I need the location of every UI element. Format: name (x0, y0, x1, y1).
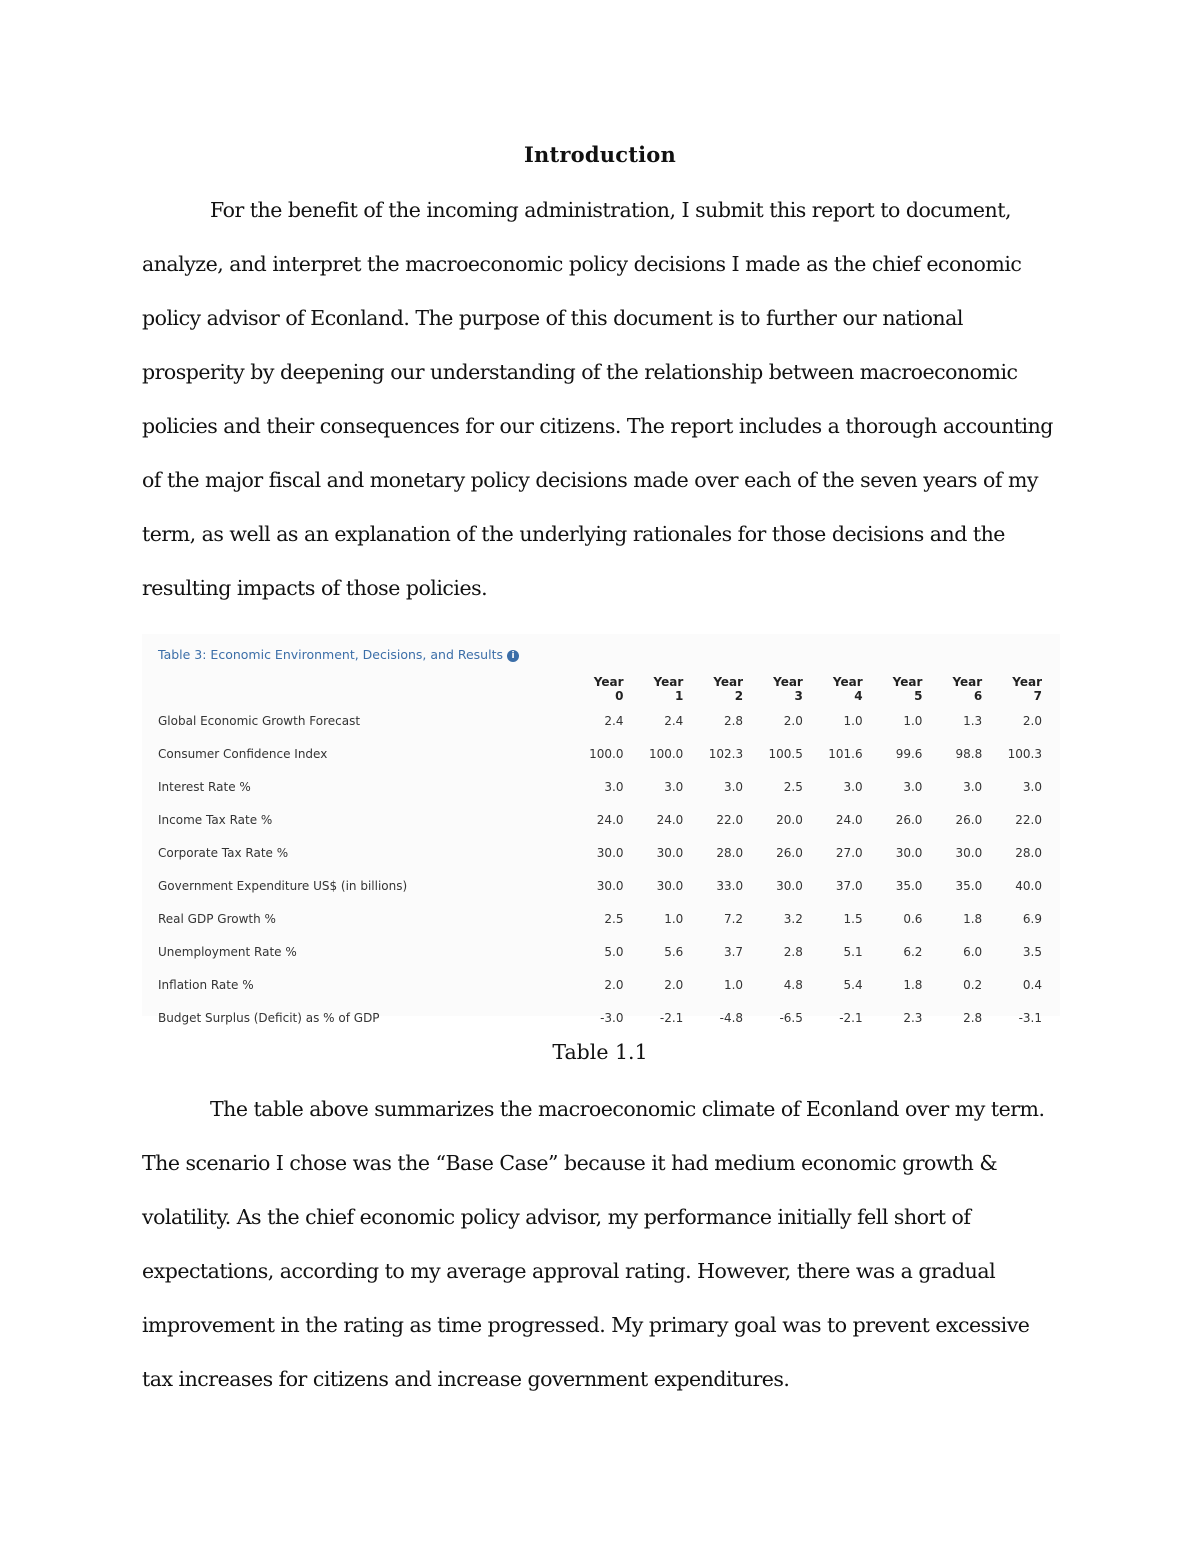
row-label: Inflation Rate % (158, 977, 254, 992)
value-cell: 20.0 (776, 812, 803, 827)
header-year-4: Year 4 (832, 675, 863, 703)
value-cell: 99.6 (895, 746, 923, 761)
economic-table-screenshot (142, 634, 1060, 1025)
value-cell: 5.6 (664, 944, 684, 959)
value-cell: 3.0 (723, 779, 744, 794)
value-cell: 2.3 (903, 1010, 923, 1025)
value-cell: 26.0 (955, 812, 983, 827)
value-cell: 24.0 (596, 812, 624, 827)
value-cell: 3.0 (664, 779, 684, 794)
value-cell: 30.0 (895, 845, 923, 860)
row-label: Consumer Confidence Index (158, 746, 328, 761)
value-cell: 1.0 (664, 911, 684, 926)
value-cell: 1.8 (903, 977, 923, 992)
value-cell: 100.5 (768, 746, 803, 761)
value-cell: 2.0 (1022, 713, 1042, 728)
value-cell: 22.0 (716, 812, 744, 827)
value-cell: 1.5 (843, 911, 863, 926)
value-cell: 28.0 (1015, 845, 1042, 860)
value-cell: 2.4 (664, 713, 684, 728)
value-cell: -6.5 (779, 1010, 803, 1025)
value-cell: 2.8 (963, 1010, 983, 1025)
value-cell: 6.0 (963, 944, 983, 959)
header-year-6: Year 6 (952, 675, 983, 703)
table-caption: Table 1.1 (552, 1040, 648, 1064)
value-cell: 33.0 (716, 878, 744, 893)
row-label: Government Expenditure US$ (in billions) (158, 878, 408, 893)
row-label: Real GDP Growth % (158, 911, 276, 926)
value-cell: -2.1 (659, 1010, 684, 1025)
value-cell: 0.6 (903, 911, 923, 926)
value-cell: 2.8 (723, 713, 744, 728)
table-row (142, 836, 1060, 869)
value-cell: 37.0 (835, 878, 863, 893)
table-row (142, 1001, 1060, 1034)
table-row (142, 935, 1060, 968)
value-cell: 30.0 (656, 878, 684, 893)
info-icon: i (507, 650, 519, 662)
value-cell: 100.0 (648, 746, 684, 761)
row-label: Budget Surplus (Deficit) as % of GDP (158, 1010, 380, 1025)
value-cell: 24.0 (835, 812, 863, 827)
table-row (142, 902, 1060, 935)
value-cell: 3.0 (1022, 779, 1042, 794)
row-label: Global Economic Growth Forecast (158, 713, 361, 728)
value-cell: 3.0 (963, 779, 983, 794)
value-cell: 4.8 (783, 977, 803, 992)
economic-table (142, 674, 1060, 1034)
value-cell: 27.0 (835, 845, 863, 860)
header-year-5: Year 5 (892, 675, 923, 703)
value-cell: 2.0 (604, 977, 624, 992)
value-cell: -4.8 (719, 1010, 744, 1025)
value-cell: 1.3 (963, 713, 983, 728)
value-cell: 2.5 (604, 911, 624, 926)
value-cell: 100.3 (1007, 746, 1042, 761)
value-cell: 35.0 (895, 878, 923, 893)
value-cell: 3.2 (783, 911, 803, 926)
value-cell: 28.0 (716, 845, 744, 860)
table-row (142, 770, 1060, 803)
value-cell: 3.7 (723, 944, 744, 959)
value-cell: 7.2 (723, 911, 744, 926)
value-cell: 26.0 (895, 812, 923, 827)
value-cell: 1.0 (843, 713, 863, 728)
value-cell: 98.8 (955, 746, 983, 761)
value-cell: 3.0 (903, 779, 923, 794)
value-cell: 30.0 (596, 845, 624, 860)
value-cell: 3.0 (843, 779, 863, 794)
value-cell: 40.0 (1015, 878, 1042, 893)
table-row (142, 968, 1060, 1001)
value-cell: 2.8 (783, 944, 803, 959)
value-cell: 6.2 (903, 944, 923, 959)
table-row (142, 869, 1060, 902)
value-cell: 3.5 (1022, 944, 1042, 959)
value-cell: 0.2 (963, 977, 983, 992)
header-year-2: Year 2 (713, 675, 744, 703)
header-year-7: Year 7 (1012, 675, 1042, 703)
value-cell: 101.6 (828, 746, 863, 761)
intro-paragraph (142, 183, 1062, 615)
row-label: Unemployment Rate % (158, 944, 297, 959)
value-cell: 2.4 (604, 713, 624, 728)
value-cell: -3.1 (1018, 1010, 1042, 1025)
value-cell: 35.0 (955, 878, 983, 893)
intro-paragraph-text: For the benefit of the incoming administration, I submit this report to document, analyze, and interpret the macroeconomic policy decisions I made as the chief economic policy advisor of Econland. The purpose of this document is to further our national prosperity by deepening our understanding of the relationship between macroeconomic policies and their consequences for our citizens. The report includes a thorough accounting of the major fiscal and monetary policy decisions made over each of the seven years of my term, as well as an explanation of the underlying rationales for those decisions and the resulting impacts of those policies. (142, 198, 1053, 600)
header-year-0: Year 0 (593, 675, 624, 703)
value-cell: 30.0 (776, 878, 803, 893)
row-label: Income Tax Rate % (158, 812, 273, 827)
row-label: Interest Rate % (158, 779, 251, 794)
value-cell: 3.0 (604, 779, 624, 794)
value-cell: 5.1 (843, 944, 863, 959)
value-cell: 2.5 (783, 779, 803, 794)
table-title-text: Table 3: Economic Environment, Decisions, and Results (158, 647, 503, 662)
value-cell: 0.4 (1022, 977, 1042, 992)
table-row (142, 737, 1060, 770)
header-year-3: Year 3 (773, 675, 803, 703)
value-cell: 30.0 (656, 845, 684, 860)
summary-paragraph (142, 1082, 1062, 1406)
value-cell: 2.0 (783, 713, 803, 728)
row-label: Corporate Tax Rate % (158, 845, 289, 860)
summary-paragraph-text: The table above summarizes the macroeconomic climate of Econland over my term. The scenario I chose was the “Base Case” because it had medium economic growth & volatility. As the chief economic policy advisor, my performance initially fell short of expectations, according to my average approval rating. However, there was a gradual improvement in the rating as time progressed. My primary goal was to prevent excessive tax increases for citizens and increase government expenditures. (142, 1097, 1045, 1391)
table-row (142, 704, 1060, 737)
table-header-row (142, 674, 1060, 704)
value-cell: 24.0 (656, 812, 684, 827)
header-year-1: Year 1 (653, 675, 684, 703)
section-heading: Introduction (524, 142, 676, 167)
value-cell: 30.0 (596, 878, 624, 893)
value-cell: 26.0 (776, 845, 803, 860)
value-cell: 6.9 (1022, 911, 1042, 926)
value-cell: -3.0 (600, 1010, 624, 1025)
value-cell: 100.0 (589, 746, 624, 761)
value-cell: 1.0 (723, 977, 744, 992)
value-cell: 5.4 (843, 977, 863, 992)
table-body (142, 704, 1060, 1034)
value-cell: 1.0 (903, 713, 923, 728)
value-cell: 5.0 (604, 944, 624, 959)
table-row (142, 803, 1060, 836)
value-cell: 22.0 (1015, 812, 1042, 827)
table-title (158, 647, 519, 662)
value-cell: 102.3 (708, 746, 744, 761)
value-cell: 2.0 (664, 977, 684, 992)
value-cell: 1.8 (963, 911, 983, 926)
value-cell: -2.1 (839, 1010, 863, 1025)
value-cell: 30.0 (955, 845, 983, 860)
header-label-cell (142, 674, 582, 704)
